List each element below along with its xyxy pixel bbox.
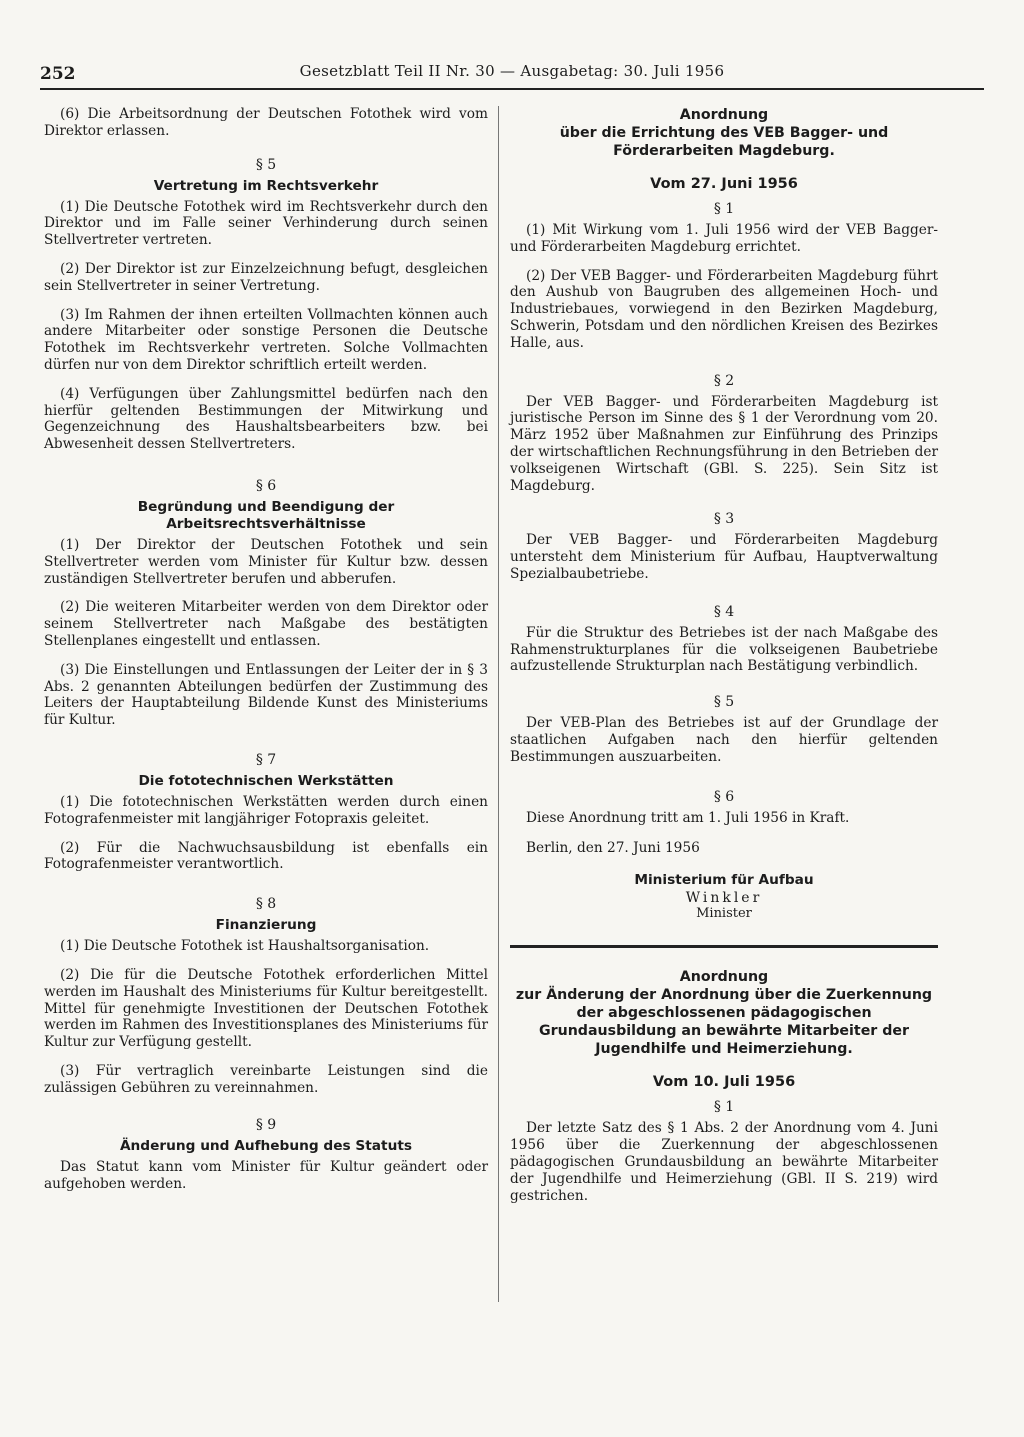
running-head: Gesetzblatt Teil II Nr. 30 — Ausgabetag: 30. Juli 1956 [299,62,725,80]
section-title: Vertretung im Rechtsverkehr [153,177,379,194]
paragraph: (4) Verfügungen über Zahlungsmittel bedürfen nach den hierfür geltenden Bestimmungen der Mitwirkung und Gegenzeichnung des Haushaltsbearbeiters bzw. bei Abwesenheit dessen Stellvertreters. [44,385,488,453]
page-header [40,60,984,90]
ordinance-divider [510,945,938,948]
paragraph: (1) Die fototechnischen Werkstätten werden durch einen Fotografenmeister mit langjähriger Fotopraxis geleitet. [44,793,488,827]
section-title: Die fototechnischen Werkstätten [138,772,394,789]
signer-role: Minister [696,906,752,922]
paragraph: Das Statut kann vom Minister für Kultur geändert oder aufgehoben werden. [44,1159,488,1193]
paragraph: (2) Der Direktor ist zur Einzelzeichnung befugt, desgleichen sein Stellvertreter in seiner Vertretung. [44,260,488,294]
paragraph: (1) Mit Wirkung vom 1. Juli 1956 wird der VEB Bagger- und Förderarbeiten Magdeburg errichtet. [510,222,938,255]
ordinance-subject: über die Errichtung des VEB Bagger- und Förderarbeiten Magdeburg. [559,125,889,159]
ordinance-date: Vom 10. Juli 1956 [652,1074,796,1091]
paragraph: (3) Für vertraglich vereinbarte Leistungen sind die zulässigen Gebühren zu vereinnahmen. [44,1062,488,1096]
section-title: Begründung und Beendigung der Arbeitsrechtsverhältnisse [137,498,395,532]
ordinance-subject: zur Änderung der Anordnung über die Zuerkennung der abgeschlossenen pädagogischen Grundausbildung an bewährte Mitarbeiter der Jugendhilfe und Heimerziehung. [515,987,933,1058]
paragraph: (1) Die Deutsche Fotothek ist Haushaltsorganisation. [60,938,430,955]
paragraph: (3) Die Einstellungen und Entlassungen der Leiter der in § 3 Abs. 2 genannten Abteilungen bedürfen der Zustimmung des Leiters der Hauptabteilung Bildende Kunst des Ministeriums für Kultur. [44,661,488,729]
section-number: § 3 [713,511,735,528]
paragraph: (3) Im Rahmen der ihnen erteilten Vollmachten können auch andere Mitarbeiter oder sonstige Personen die Deutsche Fotothek im Rechtsverkehr vertreten. Solche Vollmachten dürfen nur von dem Direktor schriftlich erteilt werden. [44,306,488,373]
section-number: § 6 [713,788,735,805]
section-number: § 6 [255,477,277,494]
section-number: § 2 [713,372,735,389]
section-number: § 1 [713,201,735,217]
signer-name: Winkler [685,890,763,907]
paragraph: (2) Die für die Deutsche Fotothek erforderlichen Mittel werden im Haushalt des Ministeriums für Kultur bereitgestellt. Mittel für genehmigte Investitionen der Deutschen Fotothek werden im Rahmen des Investitionsplanes des Ministeriums für Kultur zur Verfügung gestellt. [44,966,488,1051]
paragraph: (2) Der VEB Bagger- und Förderarbeiten Magdeburg führt den Aushub von Baugruben des allgemeinen Hoch- und Industriebaues, vorwiegend in den Bezirken Magdeburg, Schwerin, Potsdam und den nördlichen Kreisen des Bezirkes Halle, aus. [510,267,938,351]
page-number: 252 [40,64,76,84]
paragraph: (6) Die Arbeitsordnung der Deutschen Fotothek wird vom Direktor erlassen. [44,106,488,139]
ordinance-date: Vom 27. Juni 1956 [650,176,798,192]
ordinance-heading: Anordnung [679,969,769,986]
section-number: § 5 [713,694,735,711]
section-title: Änderung und Aufhebung des Statuts [119,1138,413,1155]
section-number: § 9 [255,1117,277,1134]
section-title: Finanzierung [215,917,317,934]
paragraph: (1) Die Deutsche Fotothek wird im Rechtsverkehr durch den Direktor und im Falle seiner Verhinderung durch seinen Stellvertreter vertreten. [44,198,488,249]
paragraph: (1) Der Direktor der Deutschen Fotothek und sein Stellvertreter werden vom Minister für Kultur bzw. dessen zuständigen Stellvertreter berufen und abberufen. [44,536,488,587]
ordinance-bagger [510,106,938,921]
paragraph: Diese Anordnung tritt am 1. Juli 1956 in Kraft. [526,809,850,826]
section-number: § 4 [713,603,735,620]
section-number: § 8 [255,896,277,913]
section-number: § 1 [713,1099,735,1116]
ordinance-jugendhilfe [510,968,938,1204]
paragraph: Der VEB-Plan des Betriebes ist auf der Grundlage der staatlichen Aufgaben nach den hierfür geltenden Bestimmungen auszuarbeiten. [510,715,938,765]
paragraph: (2) Für die Nachwuchsausbildung ist ebenfalls ein Fotografenmeister verantwortlich. [44,839,488,873]
column-divider [498,106,499,1302]
left-column [44,106,488,1193]
right-column [510,106,938,1204]
paragraph: Der VEB Bagger- und Förderarbeiten Magdeburg untersteht dem Ministerium für Aufbau, Hauptverwaltung Spezialbaubetriebe. [510,532,938,582]
paragraph: Der VEB Bagger- und Förderarbeiten Magdeburg ist juristische Person im Sinne des § 1 der Verordnung vom 20. März 1952 über Maßnahmen zur Einführung des Prinzips der wirtschaftlichen Rechnungsführung in den Betrieben der volkseigenen Wirtschaft (GBl. S. 225). Sein Sitz ist Magdeburg. [510,393,938,494]
section-number: § 7 [255,751,277,768]
issuing-ministry: Ministerium für Aufbau [634,872,814,889]
paragraph: (2) Die weiteren Mitarbeiter werden von dem Direktor oder seinem Stellvertreter nach Maßgabe des bestätigten Stellenplanes eingestellt und entlassen. [44,599,488,649]
paragraph: Für die Struktur des Betriebes ist der nach Maßgabe des Rahmenstrukturplanes für die volkseigenen Baubetriebe aufzustellende Strukturplan nach Bestätigung verbindlich. [510,624,938,675]
place-and-date: Berlin, den 27. Juni 1956 [526,840,700,857]
section-number: § 5 [255,156,277,173]
ordinance-heading: Anordnung [679,107,769,123]
paragraph: Der letzte Satz des § 1 Abs. 2 der Anordnung vom 4. Juni 1956 über die Zuerkennung der abgeschlossenen pädagogischen Grundausbildung an bewährte Mitarbeiter der Jugendhilfe und Heimerziehung (GBl. II S. 219) wird gestrichen. [510,1120,938,1204]
